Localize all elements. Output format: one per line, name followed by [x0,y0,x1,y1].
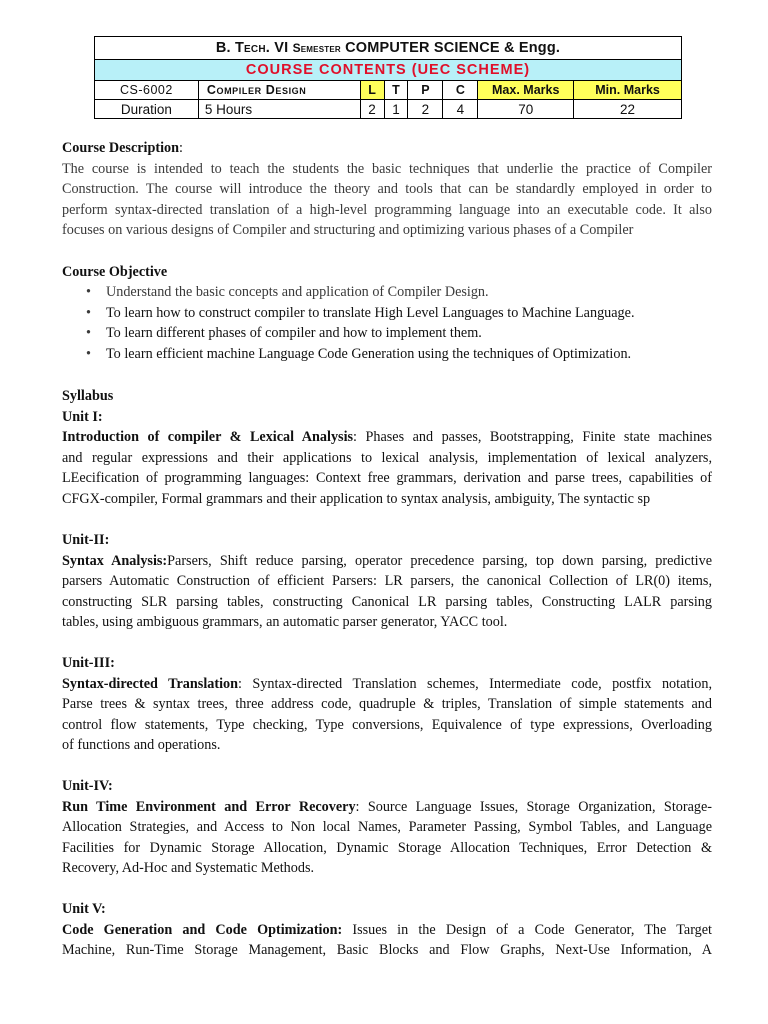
unit-line: Code Generation and Code Optimization: Issues in the Design of a Code Generator, The Target [62,921,712,938]
unit-line: Recovery, Ad-Hoc and Systematic Methods. [62,860,315,877]
unit-line: and regular expressions and their applications to lexical analysis, implementation of lexical analyzers, [62,449,712,466]
col-L-header: L [360,81,384,100]
description-line: focuses on various designs of Compiler and structuring and optimizing various phases of a Compiler [62,222,634,239]
duration-hours: 5 Hours [198,100,360,119]
objective-heading: Course Objective [62,264,168,280]
unit-topic: Syntax-directed Translation [62,675,239,692]
syllabus-heading: Syllabus [62,388,114,404]
program-title: B. Tech. VI Semester COMPUTER SCIENCE & Engg. [95,37,682,60]
unit-line: control flow statements, Type checking, Type conversions, Equivalence of type expressions, Overloading [62,716,712,733]
course-code: CS-6002 [95,81,199,100]
unit-line: Run Time Environment and Error Recovery: Source Language Issues, Storage Organization, Storage- [62,798,712,815]
unit-topic: Introduction of compiler & Lexical Analysis [62,429,354,446]
program-row [95,37,682,60]
L-value: 2 [360,100,384,119]
unit-4 [62,776,712,879]
scheme-title: COURSE CONTENTS (UEC SCHEME) [95,60,682,81]
description-line: perform syntax-directed translation of a high-level programming language into an executable code. It also [62,201,712,218]
unit-line: Allocation Strategies, and Access to Non local Names, Parameter Passing, Symbol Tables, and Language [62,819,712,836]
list-item: • Understand the basic concepts and application of Compiler Design. [86,284,489,300]
course-header-table [94,36,682,119]
C-value: 4 [443,100,478,119]
list-item: • To learn different phases of compiler and how to implement them. [86,325,482,342]
unit-line: Introduction of compiler & Lexical Analysis: Phases and passes, Bootstrapping, Finite state machines [62,429,712,446]
duration-label: Duration [95,100,199,119]
unit-line: constructing SLR parsing tables, constructing Canonical LR parsing tables, Constructing LALR parsing [62,593,712,610]
course-description [62,138,712,241]
max-marks-value: 70 [478,100,574,119]
course-name: Compiler Design [198,81,360,100]
unit-3 [62,653,712,756]
min-marks-value: 22 [574,100,682,119]
description-line: Construction. The course will introduce the theory and tools that can be standardly employed in order to [62,181,712,198]
col-C-header: C [443,81,478,100]
description-line: The course is intended to teach the students the basic techniques that underlie the practice of Compiler [62,160,712,177]
unit-topic: Code Generation and Code Optimization: [62,921,343,938]
unit-line: of functions and operations. [62,737,221,754]
unit-line: Machine, Run-Time Storage Management, Basic Blocks and Flow Graphs, Next-Use Information, A [62,942,712,959]
unit-line: Syntax Analysis:Parsers, Shift reduce parsing, operator precedence parsing, top down parsing, predictive [62,552,712,569]
unit-title: Unit I: [62,408,103,425]
syllabus-section [62,386,712,510]
P-value: 2 [408,100,443,119]
col-P-header: P [408,81,443,100]
unit-line: CFGX-compiler, Formal grammars and their application to syntax analysis, ambiguity, The syntactic sp [62,490,651,507]
unit-topic: Run Time Environment and Error Recovery [62,798,356,815]
unit-title: Unit-IV: [62,778,113,794]
unit-line: Facilities for Dynamic Storage Allocation, Dynamic Storage Allocation Techniques, Error Detection & [62,839,712,856]
unit-line: parsers Automatic Construction of efficient Parsers: LR parsers, the canonical Collection of LR(0) items, [62,573,712,590]
list-item: • To learn efficient machine Language Code Generation using the techniques of Optimization. [86,345,632,362]
unit-title: Unit-II: [62,532,110,548]
unit-title: Unit V: [62,901,106,917]
description-heading: Course Description: [62,140,183,156]
duration-row [95,100,682,119]
min-marks-header: Min. Marks [574,81,682,100]
unit-line: Syntax-directed Translation: Syntax-directed Translation schemes, Intermediate code, postfix notation, [62,675,713,692]
col-T-header: T [384,81,408,100]
unit-topic: Syntax Analysis: [62,552,168,569]
unit-5 [62,899,712,961]
max-marks-header: Max. Marks [478,81,574,100]
course-row [95,81,682,100]
list-item: • To learn how to construct compiler to translate High Level Languages to Machine Language. [86,304,635,321]
T-value: 1 [384,100,408,119]
unit-line: LEecification of programming languages: Context free grammars, derivation and parse trees, capabilities of [62,470,712,487]
scheme-row [95,60,682,81]
unit-line: Parse trees & syntax trees, three address code, quadruple & triples, Translation of simple statements and [62,696,712,713]
objective-list [80,282,720,364]
unit-2 [62,530,712,633]
unit-line: tables, using ambiguous grammars, an automatic parser generator, YACC tool. [62,614,508,631]
unit-title: Unit-III: [62,655,115,671]
